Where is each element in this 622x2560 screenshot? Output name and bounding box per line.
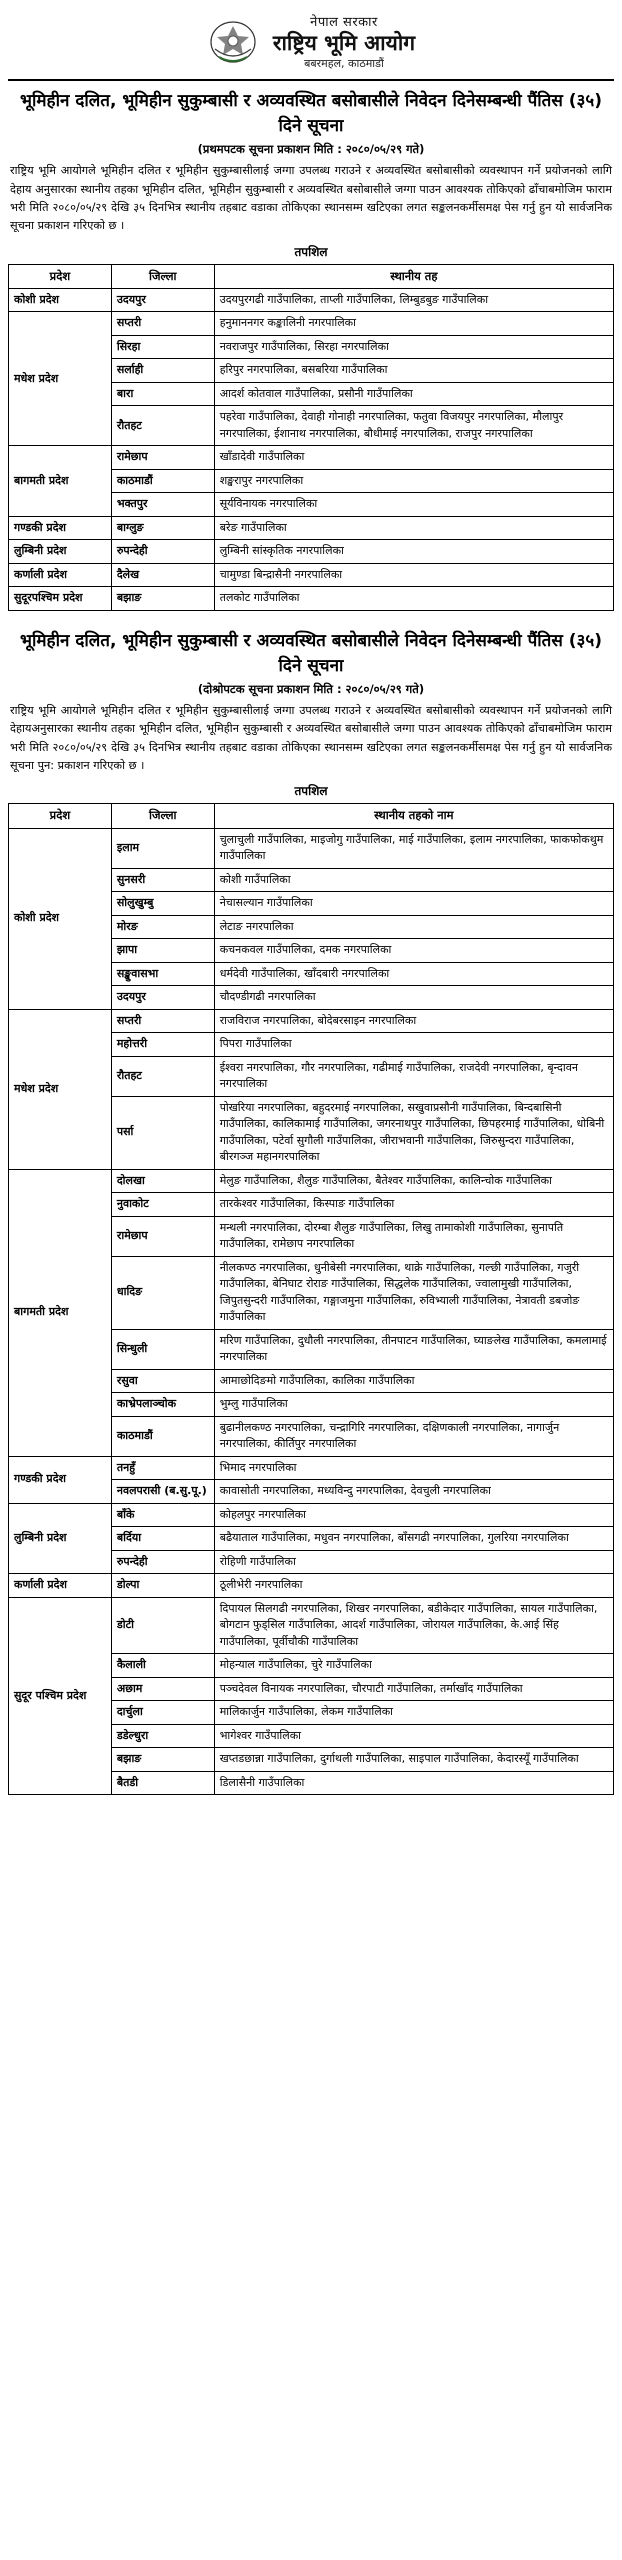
- cell-district: बाँके: [111, 1503, 214, 1527]
- cell-district: महोत्तरी: [111, 1033, 214, 1057]
- cell-local-levels: आदर्श कोतवाल गाउँपालिका, प्रसौनी गाउँपालिका: [214, 382, 613, 406]
- cell-province: कोशी प्रदेश: [9, 828, 112, 1009]
- table-header-row: [9, 264, 614, 288]
- table-row: [9, 446, 614, 470]
- cell-local-levels: भिमाद नगरपालिका: [214, 1456, 613, 1480]
- cell-district: नुवाकोट: [111, 1193, 214, 1217]
- cell-local-levels: कोशी गाउँपालिका: [214, 868, 613, 892]
- table-row: [9, 1574, 614, 1598]
- cell-local-levels: पञ्चदेवल विनायक नगरपालिका, चौरपाटी गाउँपालिका, तर्माखाँद गाउँपालिका: [214, 1677, 613, 1701]
- cell-local-levels: नवराजपुर गाउँपालिका, सिरहा नगरपालिका: [214, 335, 613, 359]
- cell-local-levels: कचनकवल गाउँपालिका, दमक नगरपालिका: [214, 939, 613, 963]
- cell-district: सोलुखुम्बु: [111, 892, 214, 916]
- cell-district: डोल्पा: [111, 1574, 214, 1598]
- table-row: [9, 563, 614, 587]
- table-row: [9, 828, 614, 868]
- cell-district: रसुवा: [111, 1369, 214, 1393]
- cell-local-levels: कावासोती नगरपालिका, मध्यविन्दु नगरपालिका, देवचुली नगरपालिका: [214, 1480, 613, 1504]
- table-row: [9, 1169, 614, 1193]
- cell-local-levels: डिलासैनी गाउँपालिका: [214, 1771, 613, 1795]
- cell-district: सिन्धुली: [111, 1329, 214, 1369]
- cell-district: रामेछाप: [111, 1216, 214, 1256]
- cell-province: सुदूर पश्चिम प्रदेश: [9, 1597, 112, 1795]
- cell-province: सुदूरपश्चिम प्रदेश: [9, 587, 112, 611]
- column-header-province: प्रदेश: [9, 264, 112, 288]
- notice-publication-date: (प्रथमपटक सूचना प्रकाशन मिति : २०८०/०५/२९ गते): [197, 142, 425, 157]
- cell-local-levels: ईश्वरा नगरपालिका, गौर नगरपालिका, गढीमाई गाउँपालिका, राजदेवी नगरपालिका, बृन्दावन नगरपालिका: [214, 1056, 613, 1096]
- table-row: [9, 1503, 614, 1527]
- column-header-district: जिल्ला: [111, 264, 214, 288]
- cell-district: काठमाडौं: [111, 469, 214, 493]
- cell-district: बारा: [111, 382, 214, 406]
- cell-local-levels: पिपरा गाउँपालिका: [214, 1033, 613, 1057]
- table-header-row: [9, 804, 614, 828]
- cell-district: सर्लाही: [111, 359, 214, 383]
- cell-province: कोशी प्रदेश: [9, 288, 112, 312]
- cell-province: बागमती प्रदेश: [9, 1169, 112, 1456]
- nepal-emblem-icon: [207, 19, 259, 65]
- table-row: [9, 312, 614, 336]
- letterhead: [8, 6, 614, 75]
- cell-district: रौतहट: [111, 1056, 214, 1096]
- table-row: [9, 540, 614, 564]
- cell-local-levels: नेचासल्यान गाउँपालिका: [214, 892, 613, 916]
- cell-district: दैलेख: [111, 563, 214, 587]
- header-divider: [8, 79, 614, 81]
- cell-local-levels: मेलुङ गाउँपालिका, शैलुङ गाउँपालिका, बैतेश्वर गाउँपालिका, कालिन्चोक गाउँपालिका: [214, 1169, 613, 1193]
- cell-local-levels: उदयपुरगढी गाउँपालिका, ताप्ली गाउँपालिका, लिम्बुडबुङ गाउँपालिका: [214, 288, 613, 312]
- organization-address: बबरमहल, काठमाडौं: [304, 57, 384, 71]
- cell-district: दार्चुला: [111, 1701, 214, 1725]
- cell-local-levels: मरिण गाउँपालिका, दुधौली नगरपालिका, तीनपाटन गाउँपालिका, घ्याङलेख गाउँपालिका, कमलामाई नगरपालिका: [214, 1329, 613, 1369]
- cell-province: मधेश प्रदेश: [9, 1009, 112, 1169]
- cell-province: गण्डकी प्रदेश: [9, 1456, 112, 1503]
- cell-local-levels: पहरेवा गाउँपालिका, देवाही गोनाही नगरपालिका, फतुवा विजयपुर नगरपालिका, मौलापुर नगरपालिका, ईशानाथ नगरपालिका, बौधीमाई नगरपालिका, राजपुर नगरपालिका: [214, 406, 613, 446]
- cell-district: डोटी: [111, 1597, 214, 1654]
- cell-local-levels: सूर्यविनायक नगरपालिका: [214, 493, 613, 517]
- cell-district: रुपन्देही: [111, 540, 214, 564]
- column-header-district: जिल्ला: [111, 804, 214, 828]
- cell-province: गण्डकी प्रदेश: [9, 516, 112, 540]
- cell-local-levels: बुढानीलकण्ठ नगरपालिका, चन्द्रागिरि नगरपालिका, दक्षिणकाली नगरपालिका, नागार्जुन नगरपालिका, कीर्तिपुर नगरपालिका: [214, 1416, 613, 1456]
- cell-district: सङ्खुवासभा: [111, 962, 214, 986]
- notice-second-table: [8, 803, 614, 1795]
- cell-province: कर्णाली प्रदेश: [9, 1574, 112, 1598]
- organization-name: राष्ट्रिय भूमि आयोग: [272, 31, 416, 55]
- cell-district: बर्दिया: [111, 1527, 214, 1551]
- column-header-local-level: स्थानीय तह: [214, 264, 613, 288]
- tashil-heading: तपशिल: [294, 784, 328, 799]
- cell-local-levels: दिपायल सिलगढी नगरपालिका, शिखर नगरपालिका, बडीकेदार गाउँपालिका, सायल गाउँपालिका, बोगटान फुड्सिल गाउँपालिका, आदर्श गाउँपालिका, जोरायल गाउँपालिका, के.आई सिंह गाउँपालिका, पूर्वीचौकी गाउँपालिका: [214, 1597, 613, 1654]
- column-header-province: प्रदेश: [9, 804, 112, 828]
- notice-body: राष्ट्रिय भूमि आयोगले भूमिहीन दलित र भूमिहीन सुकुम्बासीलाई जग्गा उपलब्ध गराउने र अव्यवस्थित बसोबासीको व्यवस्थापन गर्ने प्रयोजनको लागि देहायअनुसारका स्थानीय तहका भूमिहीन दलित, भूमिहीन सुकुम्बासी र अव्यवस्थित बसोबासीले जग्गा पाउन आवश्यक तोकिएको ढाँचाबमोजिम फाराम भरी मिति २०८०/०५/२९ देखि ३५ दिनभित्र स्थानीय तहबाट वडाका तोकिएका स्थानसम्म खटिएका लगत सङ्कलनकर्मीसमक्ष पेस गर्नु हुन यो सार्वजनिक सूचना पुन: प्रकाशन गरिएको छ ।: [10, 704, 612, 773]
- cell-district: धादिङ: [111, 1256, 214, 1329]
- cell-district: झापा: [111, 939, 214, 963]
- cell-district: रुपन्देही: [111, 1550, 214, 1574]
- notice-title: भूमिहीन दलित, भूमिहीन सुकुम्बासी र अव्यवस्थित बसोबासीले निवेदन दिनेसम्बन्धी पैंतिस (३५) दिने सूचना: [20, 91, 602, 136]
- cell-district: कैलाली: [111, 1654, 214, 1678]
- cell-province: लुम्बिनी प्रदेश: [9, 540, 112, 564]
- cell-local-levels: रोहिणी गाउँपालिका: [214, 1550, 613, 1574]
- cell-local-levels: आमाछोदिङमो गाउँपालिका, कालिका गाउँपालिका: [214, 1369, 613, 1393]
- cell-district: डडेल्धुरा: [111, 1724, 214, 1748]
- cell-local-levels: बढैयाताल गाउँपालिका, मधुवन नगरपालिका, बाँसगढी नगरपालिका, गुलरिया नगरपालिका: [214, 1527, 613, 1551]
- cell-district: सुनसरी: [111, 868, 214, 892]
- cell-district: भक्तपुर: [111, 493, 214, 517]
- cell-local-levels: भुम्लु गाउँपालिका: [214, 1393, 613, 1417]
- cell-district: बझाङ: [111, 1748, 214, 1772]
- cell-province: कर्णाली प्रदेश: [9, 563, 112, 587]
- cell-local-levels: हनुमाननगर कङ्कालिनी नगरपालिका: [214, 312, 613, 336]
- notice-publication-date: (दोश्रोपटक सूचना प्रकाशन मिति : २०८०/०५/२९ गते): [197, 682, 425, 697]
- cell-district: बैतडी: [111, 1771, 214, 1795]
- table-row: [9, 587, 614, 611]
- notice-second: [8, 627, 614, 1795]
- cell-local-levels: चुलाचुली गाउँपालिका, माइजोगु गाउँपालिका, माई गाउँपालिका, इलाम नगरपालिका, फाकफोकथुम गाउँपालिका: [214, 828, 613, 868]
- cell-local-levels: खाँडादेवी गाउँपालिका: [214, 446, 613, 470]
- cell-province: बागमती प्रदेश: [9, 446, 112, 517]
- cell-local-levels: शङ्खरापुर नगरपालिका: [214, 469, 613, 493]
- cell-local-levels: बरेङ गाउँपालिका: [214, 516, 613, 540]
- cell-local-levels: लुम्बिनी सांस्कृतिक नगरपालिका: [214, 540, 613, 564]
- cell-province: मधेश प्रदेश: [9, 312, 112, 446]
- cell-district: इलाम: [111, 828, 214, 868]
- cell-district: पर्सा: [111, 1096, 214, 1169]
- cell-district: नवलपरासी (ब.सु.पू.): [111, 1480, 214, 1504]
- notice-body: राष्ट्रिय भूमि आयोगले भूमिहीन दलित र भूमिहीन सुकुम्बासीलाई जग्गा उपलब्ध गराउने र अव्यवस्थित बसोबासीको व्यवस्थापन गर्ने प्रयोजनको लागि देहाय अनुसारका स्थानीय तहका भूमिहीन दलित, भूमिहीन सुकुम्बासी र अव्यवस्थित बसोबासीले जग्गा पाउन आवश्यक तोकिएको ढाँचाबमोजिम फाराम भरी मिति २०८०/०५/२९ देखि ३५ दिनभित्र स्थानीय तहबाट वडाका तोकिएका स्थानसम्म खटिएका लगत सङ्कलनकर्मीसमक्ष पेस गर्नु हुन यो सार्वजनिक सूचना प्रकाशन गरिएको छ ।: [10, 164, 612, 233]
- cell-local-levels: धर्मदेवी गाउँपालिका, खाँदबारी नगरपालिका: [214, 962, 613, 986]
- cell-province: लुम्बिनी प्रदेश: [9, 1503, 112, 1574]
- cell-district: सप्तरी: [111, 312, 214, 336]
- cell-local-levels: भागेश्वर गाउँपालिका: [214, 1724, 613, 1748]
- cell-district: तनहुँ: [111, 1456, 214, 1480]
- cell-district: रौतहट: [111, 406, 214, 446]
- notice-title: भूमिहीन दलित, भूमिहीन सुकुम्बासी र अव्यवस्थित बसोबासीले निवेदन दिनेसम्बन्धी पैंतिस (३५) दिने सूचना: [20, 630, 602, 676]
- table-row: [9, 1597, 614, 1654]
- cell-district: उदयपुर: [111, 986, 214, 1010]
- cell-local-levels: तलकोट गाउँपालिका: [214, 587, 613, 611]
- cell-local-levels: तारकेश्वर गाउँपालिका, किस्पाङ गाउँपालिका: [214, 1193, 613, 1217]
- cell-local-levels: पोखरिया नगरपालिका, बहुदरमाई नगरपालिका, सखुवाप्रसौनी गाउँपालिका, बिन्दबासिनी गाउँपालिका, कालिकामाई गाउँपालिका, जगरनाथपुर गाउँपालिका, छिपहरमाई गाउँपालिका, धोबिनी गाउँपालिका, पटेर्वा सुगौली गाउँपालिका, जीराभवानी गाउँपालिका, जिरुसुन्दरा गाउँपालिका, बीरगञ्ज महानगरपालिका: [214, 1096, 613, 1169]
- cell-local-levels: मन्थली नगरपालिका, दोरम्बा शैलुङ गाउँपालिका, लिखु तामाकोशी गाउँपालिका, सुनापति गाउँपालिका, रामेछाप नगरपालिका: [214, 1216, 613, 1256]
- cell-local-levels: ठूलीभेरी नगरपालिका: [214, 1574, 613, 1598]
- notice-first: [8, 87, 614, 611]
- cell-district: काठमाडौं: [111, 1416, 214, 1456]
- cell-local-levels: हरिपुर नगरपालिका, बसबरिया गाउँपालिका: [214, 359, 613, 383]
- cell-local-levels: खप्तडछान्ना गाउँपालिका, दुर्गाथली गाउँपालिका, साइपाल गाउँपालिका, केदारस्यूँ गाउँपालिका: [214, 1748, 613, 1772]
- notice-first-table: [8, 264, 614, 611]
- table-row: [9, 1456, 614, 1480]
- cell-local-levels: चामुण्डा बिन्द्रासैनी नगरपालिका: [214, 563, 613, 587]
- cell-district: उदयपुर: [111, 288, 214, 312]
- cell-district: बझाङ: [111, 587, 214, 611]
- table-row: [9, 516, 614, 540]
- column-header-local-level: स्थानीय तहको नाम: [214, 804, 613, 828]
- cell-district: सप्तरी: [111, 1009, 214, 1033]
- cell-district: काभ्रेपलाञ्चोक: [111, 1393, 214, 1417]
- cell-district: दोलखा: [111, 1169, 214, 1193]
- cell-local-levels: चौदण्डीगढी नगरपालिका: [214, 986, 613, 1010]
- tashil-heading: तपशिल: [294, 244, 328, 259]
- cell-district: सिरहा: [111, 335, 214, 359]
- cell-district: रामेछाप: [111, 446, 214, 470]
- government-name: नेपाल सरकार: [310, 15, 378, 30]
- cell-local-levels: मोहन्याल गाउँपालिका, चुरे गाउँपालिका: [214, 1654, 613, 1678]
- cell-district: मोरङ: [111, 915, 214, 939]
- cell-district: बाग्लुङ: [111, 516, 214, 540]
- cell-local-levels: लेटाङ नगरपालिका: [214, 915, 613, 939]
- table-row: [9, 288, 614, 312]
- cell-local-levels: नीलकण्ठ नगरपालिका, धुनीबेसी नगरपालिका, थाक्रे गाउँपालिका, गल्छी गाउँपालिका, गजुरी गाउँपालिका, बेनिघाट रोराङ गाउँपालिका, सिद्धलेक गाउँपालिका, ज्वालामुखी गाउँपालिका, जिपुतसुन्दरी गाउँपालिका, गङ्गाजमुना गाउँपालिका, रुविभ्याली गाउँपालिका, नेत्रावती डबजोङ गाउँपालिका: [214, 1256, 613, 1329]
- cell-district: अछाम: [111, 1677, 214, 1701]
- notice-separator: [8, 617, 614, 627]
- cell-local-levels: मालिकार्जुन गाउँपालिका, लेकम गाउँपालिका: [214, 1701, 613, 1725]
- cell-local-levels: कोहलपुर नगरपालिका: [214, 1503, 613, 1527]
- cell-local-levels: राजविराज नगरपालिका, बोदेबरसाइन नगरपालिका: [214, 1009, 613, 1033]
- table-row: [9, 1009, 614, 1033]
